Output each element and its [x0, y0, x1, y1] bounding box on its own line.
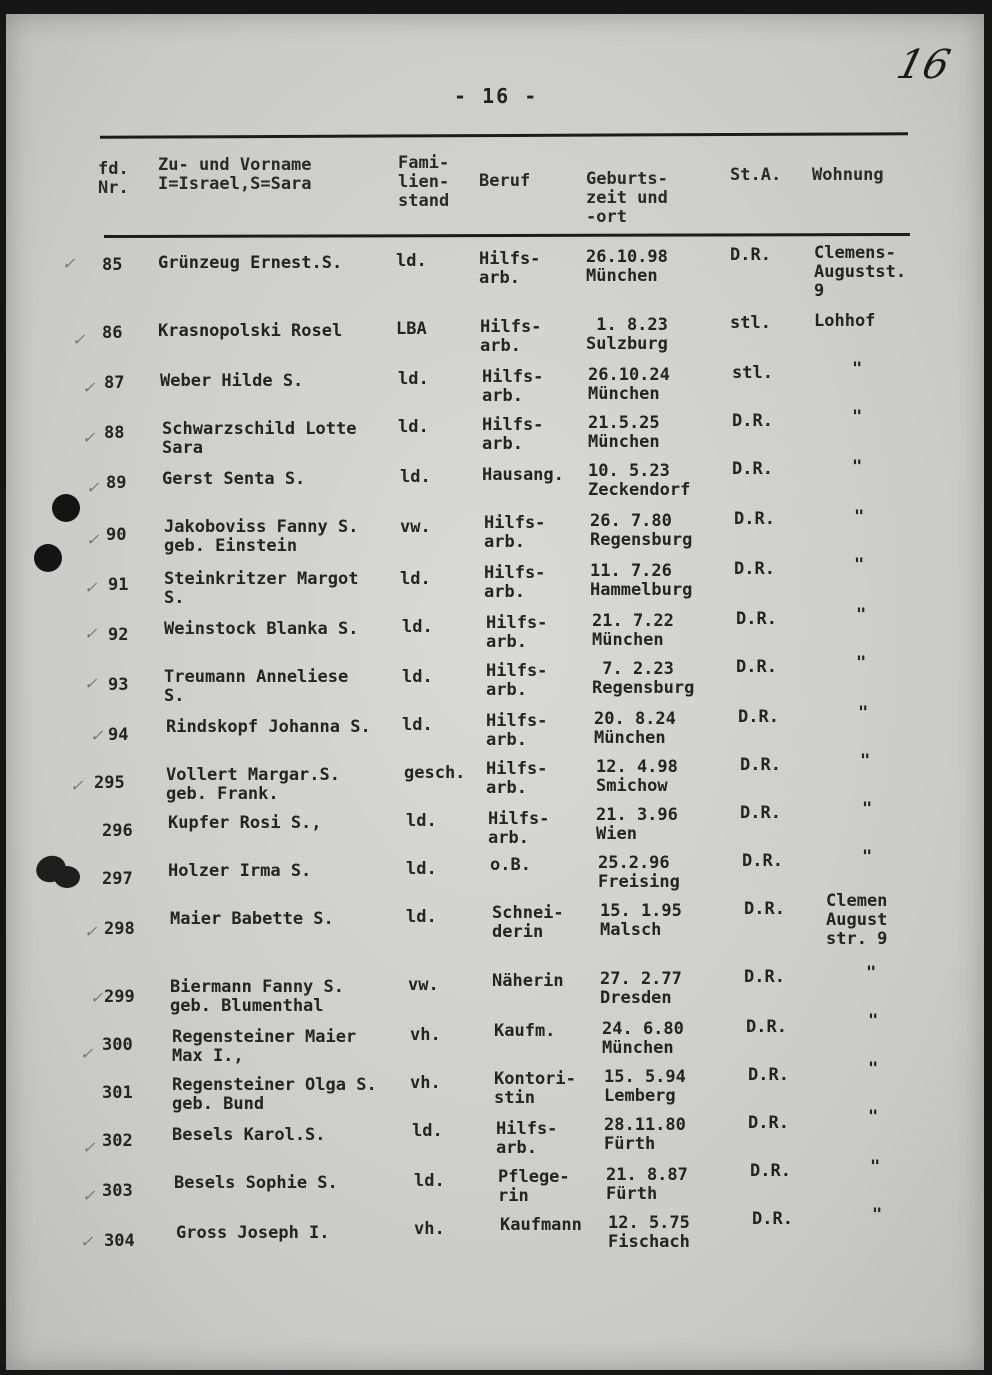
- row-geburt: 25.2.96 Freising: [598, 853, 680, 892]
- row-beruf: Hilfs- arb.: [486, 613, 548, 652]
- row-geburt: 26.10.98 München: [586, 247, 668, 286]
- row-name: Weinstock Blanka S.: [164, 619, 359, 639]
- row-wohnung: ": [852, 359, 863, 379]
- row-staatsangehoerigkeit: D.R.: [734, 509, 775, 529]
- row-staatsangehoerigkeit: D.R.: [744, 967, 785, 987]
- row-geburt: 27. 2.77 Dresden: [600, 969, 682, 1008]
- row-beruf: Hilfs- arb.: [484, 513, 546, 552]
- row-name: Vollert Margar.S. geb. Frank.: [166, 765, 340, 804]
- check-mark: ✓: [84, 674, 98, 693]
- column-header-staatsangehoerigkeit: St.A.: [730, 165, 782, 185]
- row-name: Treumann Anneliese S.: [164, 667, 349, 706]
- row-geburt: 10. 5.23 Zeckendorf: [588, 461, 691, 500]
- row-geburt: 26.10.24 München: [588, 365, 670, 404]
- row-familienstand: LBA: [396, 319, 427, 339]
- row-geburt: 12. 4.98 Smichow: [596, 757, 678, 796]
- column-header-beruf: Beruf: [479, 171, 531, 191]
- row-geburt: 21. 8.87 Fürth: [606, 1165, 688, 1204]
- row-name: Biermann Fanny S. geb. Blumenthal: [170, 977, 344, 1016]
- row-geburt: 20. 8.24 München: [594, 709, 676, 748]
- check-mark: ✓: [80, 1044, 94, 1063]
- row-name: Besels Sophie S.: [174, 1173, 338, 1193]
- row-name: Maier Babette S.: [170, 909, 334, 929]
- table-top-rule: [100, 132, 908, 139]
- row-staatsangehoerigkeit: D.R.: [736, 657, 777, 677]
- column-header-name: Zu- und Vorname I=Israel,S=Sara: [158, 155, 312, 194]
- row-staatsangehoerigkeit: D.R.: [748, 1065, 789, 1085]
- row-familienstand: vw.: [400, 517, 431, 537]
- row-familienstand: ld.: [396, 251, 427, 271]
- row-nr: 94: [108, 725, 129, 745]
- row-staatsangehoerigkeit: D.R.: [744, 899, 785, 919]
- row-wohnung: ": [854, 507, 865, 527]
- row-nr: 303: [102, 1181, 133, 1201]
- row-name: Schwarzschild Lotte Sara: [162, 419, 357, 458]
- row-staatsangehoerigkeit: stl.: [730, 313, 771, 333]
- row-nr: 295: [94, 773, 125, 793]
- row-wohnung: ": [868, 1059, 879, 1079]
- row-beruf: Kaufm.: [494, 1021, 556, 1041]
- row-familienstand: ld.: [400, 467, 431, 487]
- check-mark: ✓: [86, 478, 100, 497]
- row-name: Grünzeug Ernest.S.: [158, 253, 343, 273]
- row-staatsangehoerigkeit: D.R.: [734, 559, 775, 579]
- row-wohnung: Lohhof: [814, 311, 876, 331]
- row-nr: 89: [106, 473, 127, 493]
- row-geburt: 26. 7.80 Regensburg: [590, 511, 693, 550]
- row-beruf: Pflege- rin: [498, 1167, 570, 1206]
- row-beruf: Hilfs- arb.: [480, 317, 542, 356]
- row-name: Gross Joseph I.: [176, 1223, 330, 1243]
- row-geburt: 15. 1.95 Malsch: [600, 901, 682, 940]
- row-geburt: 24. 6.80 München: [602, 1019, 684, 1058]
- row-beruf: Schnei- derin: [492, 903, 564, 942]
- check-mark: ✓: [90, 988, 104, 1007]
- row-familienstand: ld.: [398, 369, 429, 389]
- row-name: Regensteiner Maier Max I.,: [172, 1027, 357, 1066]
- row-beruf: Hilfs- arb.: [486, 661, 548, 700]
- check-mark: ✓: [84, 922, 98, 941]
- punch-hole: [34, 544, 62, 572]
- row-staatsangehoerigkeit: D.R.: [746, 1017, 787, 1037]
- check-mark: ✓: [72, 330, 86, 349]
- check-mark: ✓: [84, 578, 98, 597]
- row-name: Gerst Senta S.: [162, 469, 306, 489]
- row-familienstand: ld.: [414, 1171, 445, 1191]
- check-mark: ✓: [86, 530, 100, 549]
- row-geburt: 21.5.25 München: [588, 413, 660, 452]
- row-beruf: Hausang.: [482, 465, 564, 485]
- row-name: Krasnopolski Rosel: [158, 321, 343, 341]
- row-beruf: Kontori- stin: [494, 1069, 576, 1108]
- row-geburt: 21. 3.96 Wien: [596, 805, 678, 844]
- row-familienstand: ld.: [398, 417, 429, 437]
- row-nr: 300: [102, 1035, 133, 1055]
- row-geburt: 21. 7.22 München: [592, 611, 674, 650]
- row-nr: 88: [104, 423, 125, 443]
- row-familienstand: vh.: [410, 1025, 441, 1045]
- row-name: Rindskopf Johanna S.: [166, 717, 371, 737]
- row-name: Jakoboviss Fanny S. geb. Einstein: [164, 517, 359, 556]
- row-wohnung: ": [856, 605, 867, 625]
- row-wohnung: Clemens- Augustst. 9: [814, 243, 907, 301]
- header-bottom-rule: [104, 233, 910, 238]
- check-mark: ✓: [80, 1232, 94, 1251]
- row-wohnung: ": [862, 799, 873, 819]
- row-staatsangehoerigkeit: stl.: [732, 363, 773, 383]
- row-wohnung: ": [856, 653, 867, 673]
- check-mark: ✓: [62, 254, 76, 273]
- row-familienstand: ld.: [402, 667, 433, 687]
- ink-blot: [54, 866, 80, 888]
- row-beruf: Hilfs- arb.: [496, 1119, 558, 1158]
- row-wohnung: ": [868, 1107, 879, 1127]
- column-header-wohnung: Wohnung: [812, 165, 884, 185]
- row-name: Regensteiner Olga S. geb. Bund: [172, 1075, 377, 1114]
- row-geburt: 12. 5.75 Fischach: [608, 1213, 690, 1252]
- row-nr: 90: [106, 525, 127, 545]
- row-geburt: 11. 7.26 Hammelburg: [590, 561, 693, 600]
- row-staatsangehoerigkeit: D.R.: [732, 411, 773, 431]
- row-geburt: 15. 5.94 Lemberg: [604, 1067, 686, 1106]
- row-geburt: 1. 8.23 Sulzburg: [586, 315, 668, 354]
- row-name: Kupfer Rosi S.,: [168, 813, 322, 833]
- check-mark: ✓: [82, 428, 96, 447]
- row-nr: 302: [102, 1131, 133, 1151]
- row-staatsangehoerigkeit: D.R.: [740, 803, 781, 823]
- row-wohnung: ": [858, 703, 869, 723]
- row-beruf: Hilfs- arb.: [482, 367, 544, 406]
- row-nr: 92: [108, 625, 129, 645]
- row-wohnung: ": [852, 407, 863, 427]
- row-familienstand: ld.: [402, 715, 433, 735]
- column-header-familienstand: Fami- lien- stand: [398, 153, 450, 211]
- row-nr: 87: [104, 373, 125, 393]
- row-familienstand: vw.: [408, 975, 439, 995]
- row-wohnung: ": [862, 847, 873, 867]
- row-staatsangehoerigkeit: D.R.: [742, 851, 783, 871]
- row-nr: 86: [102, 323, 123, 343]
- row-familienstand: ld.: [412, 1121, 443, 1141]
- row-beruf: Hilfs- arb.: [486, 711, 548, 750]
- row-nr: 297: [102, 869, 133, 889]
- row-familienstand: ld.: [406, 811, 437, 831]
- row-staatsangehoerigkeit: D.R.: [750, 1161, 791, 1181]
- row-nr: 298: [104, 919, 135, 939]
- row-beruf: Näherin: [492, 971, 564, 991]
- row-staatsangehoerigkeit: D.R.: [730, 245, 771, 265]
- row-familienstand: vh.: [414, 1219, 445, 1239]
- check-mark: ✓: [82, 378, 96, 397]
- row-staatsangehoerigkeit: D.R.: [732, 459, 773, 479]
- check-mark: ✓: [90, 726, 104, 745]
- row-wohnung: ": [854, 555, 865, 575]
- row-wohnung: Clemen August str. 9: [826, 891, 888, 949]
- check-mark: ✓: [70, 776, 84, 795]
- row-wohnung: ": [860, 751, 871, 771]
- row-beruf: Hilfs- arb.: [482, 415, 544, 454]
- check-mark: ✓: [82, 1186, 96, 1205]
- row-nr: 91: [108, 575, 129, 595]
- row-wohnung: ": [872, 1205, 883, 1225]
- check-mark: ✓: [82, 1138, 96, 1157]
- page-header: - 16 -: [454, 84, 539, 108]
- row-name: Steinkritzer Margot S.: [164, 569, 359, 608]
- row-nr: 301: [102, 1083, 133, 1103]
- row-wohnung: ": [870, 1157, 881, 1177]
- row-geburt: 28.11.80 Fürth: [604, 1115, 686, 1154]
- row-familienstand: ld.: [406, 859, 437, 879]
- row-staatsangehoerigkeit: D.R.: [740, 755, 781, 775]
- punch-hole: [52, 494, 80, 522]
- row-familienstand: ld.: [400, 569, 431, 589]
- row-staatsangehoerigkeit: D.R.: [752, 1209, 793, 1229]
- column-header-nr: fd. Nr.: [98, 159, 129, 198]
- column-header-geburt: Geburts- zeit und -ort: [586, 169, 668, 227]
- row-nr: 296: [102, 821, 133, 841]
- row-wohnung: ": [852, 457, 863, 477]
- row-familienstand: ld.: [402, 617, 433, 637]
- row-nr: 299: [104, 987, 135, 1007]
- row-beruf: o.B.: [490, 855, 531, 875]
- row-beruf: Hilfs- arb.: [479, 249, 541, 288]
- handwritten-page-number: 16: [892, 42, 955, 88]
- row-beruf: Kaufmann: [500, 1215, 582, 1235]
- row-name: Weber Hilde S.: [160, 371, 304, 391]
- row-name: Holzer Irma S.: [168, 861, 312, 881]
- row-name: Besels Karol.S.: [172, 1125, 326, 1145]
- row-familienstand: gesch.: [404, 763, 466, 783]
- row-wohnung: ": [866, 963, 877, 983]
- row-familienstand: ld.: [406, 907, 437, 927]
- row-familienstand: vh.: [410, 1073, 441, 1093]
- row-wohnung: ": [868, 1011, 879, 1031]
- row-staatsangehoerigkeit: D.R.: [748, 1113, 789, 1133]
- row-nr: 85: [102, 255, 123, 275]
- row-staatsangehoerigkeit: D.R.: [738, 707, 779, 727]
- row-staatsangehoerigkeit: D.R.: [736, 609, 777, 629]
- row-beruf: Hilfs- arb.: [486, 759, 548, 798]
- row-beruf: Hilfs- arb.: [488, 809, 550, 848]
- row-geburt: 7. 2.23 Regensburg: [592, 659, 695, 698]
- check-mark: ✓: [84, 624, 98, 643]
- row-beruf: Hilfs- arb.: [484, 563, 546, 602]
- row-nr: 304: [104, 1231, 135, 1251]
- row-nr: 93: [108, 675, 129, 695]
- document-page: [6, 14, 984, 1370]
